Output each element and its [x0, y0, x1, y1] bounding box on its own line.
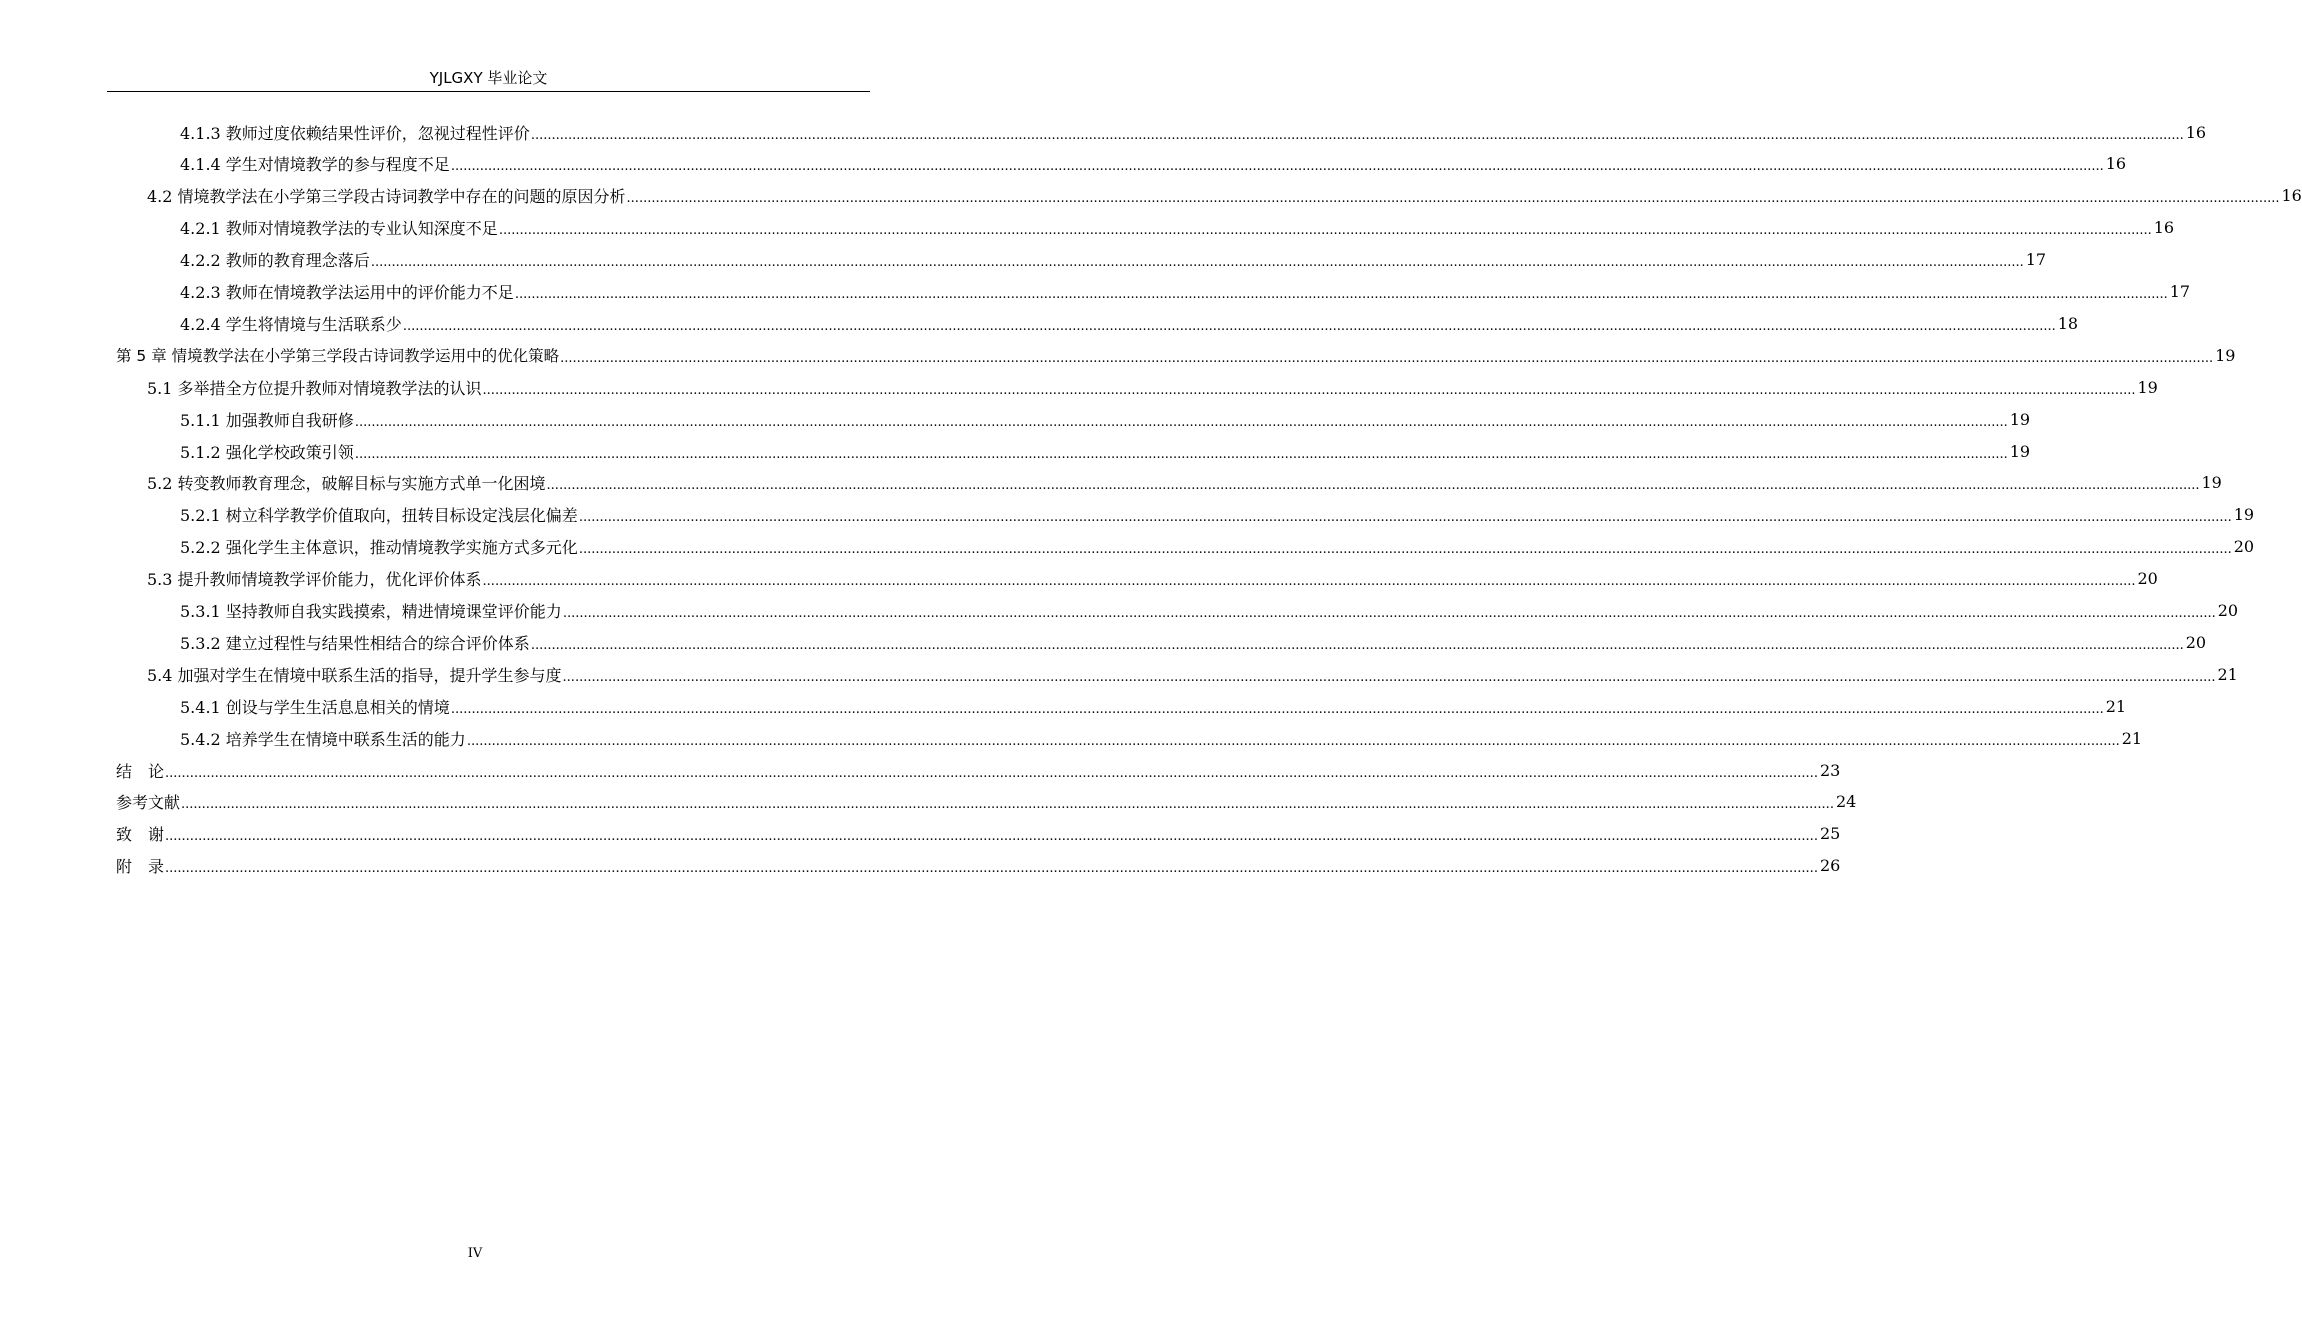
- toc-entry-page: 21: [2217, 664, 2238, 684]
- toc-entry-title: 4.2.1 教师对情境教学法的专业认知深度不足: [180, 219, 498, 239]
- toc-entry-title: 5.3 提升教师情境教学评价能力，优化评价体系: [147, 570, 482, 590]
- toc-entry[interactable]: [180, 532, 2255, 562]
- toc-entry[interactable]: [116, 851, 1841, 881]
- toc-entry-title: 5.1.1 加强教师自我研修: [180, 410, 354, 430]
- toc-entry[interactable]: [180, 723, 2143, 753]
- toc-entry[interactable]: [116, 819, 1841, 849]
- toc-entry[interactable]: [180, 245, 2047, 275]
- toc-entry-page: 20: [2185, 632, 2207, 652]
- toc-entry-page: 23: [1819, 760, 1841, 780]
- toc-entry-title: 4.1.4 学生对情境教学的参与程度不足: [180, 155, 450, 175]
- dot-leader: ................................................................................................................................................................................................................................................................................................................................................................................................................: [482, 574, 2136, 590]
- toc-entry-title: 5.1 多举措全方位提升教师对情境教学法的认识: [147, 378, 482, 398]
- toc-entry-page: 20: [2137, 569, 2158, 589]
- toc-entry[interactable]: [147, 659, 2238, 689]
- dot-leader: ................................................................................................................................................................................................................................................................................................................................................................................................................: [402, 318, 2056, 334]
- toc-entry-page: 24: [1835, 792, 1857, 812]
- toc-entry-title: 参考文献: [116, 793, 181, 813]
- toc-entry-page: 16: [2153, 218, 2175, 238]
- toc-entry-title: 结 论: [116, 761, 165, 781]
- toc-entry[interactable]: [147, 181, 2302, 211]
- dot-leader: ................................................................................................................................................................................................................................................................................................................................................................................................................: [514, 287, 2168, 302]
- toc-entry-title: 5.3.2 建立过程性与结果性相结合的综合评价体系: [180, 633, 530, 653]
- toc-entry-page: 19: [2137, 377, 2158, 397]
- dot-leader: ................................................................................................................................................................................................................................................................................................................................................................................................................: [165, 765, 1818, 781]
- toc-entry-title: 5.2 转变教师教育理念，破解目标与实施方式单一化困境: [147, 474, 546, 494]
- toc-entry[interactable]: [180, 691, 2127, 721]
- toc-entry-title: 4.2.3 教师在情境教学法运用中的评价能力不足: [180, 283, 514, 302]
- toc-entry-title: 5.4.2 培养学生在情境中联系生活的能力: [180, 729, 466, 749]
- toc-entry-page: 18: [2057, 313, 2079, 333]
- dot-leader: ................................................................................................................................................................................................................................................................................................................................................................................................................: [354, 414, 2008, 430]
- toc-entry-page: 25: [1819, 824, 1841, 844]
- dot-leader: ................................................................................................................................................................................................................................................................................................................................................................................................................: [530, 637, 2184, 653]
- dot-leader: ................................................................................................................................................................................................................................................................................................................................................................................................................: [562, 606, 2216, 621]
- toc-entry-page: 16: [2185, 122, 2207, 142]
- toc-entry-title: 5.1.2 强化学校政策引领: [180, 442, 354, 462]
- toc-entry[interactable]: [147, 564, 2158, 594]
- toc-entry-title: 4.2 情境教学法在小学第三学段古诗词教学中存在的问题的原因分析: [147, 187, 626, 207]
- dot-leader: ................................................................................................................................................................................................................................................................................................................................................................................................................: [482, 382, 2136, 398]
- toc-entry[interactable]: [116, 755, 1841, 785]
- dot-leader: ................................................................................................................................................................................................................................................................................................................................................................................................................: [354, 446, 2008, 462]
- toc-entry-title: 5.2.1 树立科学教学价值取向，扭转目标设定浅层化偏差: [180, 506, 578, 526]
- toc-entry-title: 4.2.2 教师的教育理念落后: [180, 251, 370, 271]
- dot-leader: ................................................................................................................................................................................................................................................................................................................................................................................................................: [578, 510, 2232, 526]
- toc-entry-title: 4.1.3 教师过度依赖结果性评价，忽视过程性评价: [180, 123, 530, 143]
- toc-entry[interactable]: [180, 404, 2031, 434]
- toc-entry[interactable]: [180, 596, 2239, 626]
- toc-entry-page: 21: [2105, 696, 2127, 716]
- toc-entry-title: 4.2.4 学生将情境与生活联系少: [180, 314, 402, 334]
- toc-entry[interactable]: [116, 340, 2236, 370]
- toc-entry-page: 19: [2009, 441, 2031, 461]
- toc-entry-title: 第 5 章 情境教学法在小学第三学段古诗词教学运用中的优化策略: [116, 347, 560, 366]
- toc-entry-page: 17: [2025, 250, 2047, 270]
- toc-entry[interactable]: [180, 117, 2207, 147]
- toc-entry-page: 19: [2201, 473, 2222, 493]
- toc-entry[interactable]: [180, 627, 2207, 657]
- dot-leader: ................................................................................................................................................................................................................................................................................................................................................................................................................: [546, 478, 2200, 494]
- toc-entry-title: 致 谢: [116, 825, 165, 845]
- dot-leader: ................................................................................................................................................................................................................................................................................................................................................................................................................: [530, 127, 2184, 143]
- toc-entry-page: 21: [2121, 728, 2143, 748]
- toc-entry[interactable]: [180, 500, 2255, 530]
- dot-leader: ................................................................................................................................................................................................................................................................................................................................................................................................................: [626, 191, 2280, 207]
- toc-entry-page: 19: [2009, 409, 2031, 429]
- dot-leader: ................................................................................................................................................................................................................................................................................................................................................................................................................: [450, 159, 2104, 175]
- toc-entry-page: 20: [2217, 601, 2239, 620]
- toc-entry[interactable]: [180, 308, 2079, 338]
- toc-entry-page: 26: [1819, 856, 1841, 876]
- toc-entry[interactable]: [180, 436, 2031, 466]
- dot-leader: ................................................................................................................................................................................................................................................................................................................................................................................................................: [165, 829, 1818, 845]
- toc-entry-title: 5.4.1 创设与学生生活息息相关的情境: [180, 697, 450, 717]
- dot-leader: ................................................................................................................................................................................................................................................................................................................................................................................................................: [498, 223, 2152, 239]
- toc-entry-page: 19: [2233, 505, 2255, 525]
- toc-entry-page: 20: [2233, 537, 2255, 557]
- dot-leader: ................................................................................................................................................................................................................................................................................................................................................................................................................: [466, 733, 2120, 749]
- toc-entry[interactable]: [147, 372, 2158, 402]
- dot-leader: ................................................................................................................................................................................................................................................................................................................................................................................................................: [562, 669, 2216, 685]
- toc-entry[interactable]: [180, 213, 2175, 243]
- toc-entry-title: 附 录: [116, 857, 165, 877]
- toc-entry[interactable]: [180, 277, 2191, 307]
- dot-leader: ................................................................................................................................................................................................................................................................................................................................................................................................................: [370, 255, 2024, 271]
- toc-entry-title: 5.3.1 坚持教师自我实践摸索，精进情境课堂评价能力: [180, 602, 562, 621]
- toc-entry-page: 19: [2215, 345, 2236, 365]
- dot-leader: ................................................................................................................................................................................................................................................................................................................................................................................................................: [181, 797, 1834, 813]
- toc-entry[interactable]: [180, 149, 2127, 179]
- dot-leader: ................................................................................................................................................................................................................................................................................................................................................................................................................: [165, 861, 1818, 877]
- dot-leader: ................................................................................................................................................................................................................................................................................................................................................................................................................: [450, 701, 2104, 717]
- toc-entry[interactable]: [116, 787, 1857, 817]
- toc-entry-page: 17: [2169, 282, 2191, 301]
- toc-entry-page: 16: [2105, 154, 2127, 174]
- toc-entry-title: 5.2.2 强化学生主体意识，推动情境教学实施方式多元化: [180, 538, 578, 558]
- toc-entry-title: 5.4 加强对学生在情境中联系生活的指导，提升学生参与度: [147, 665, 562, 685]
- toc-entry[interactable]: [147, 468, 2222, 498]
- header-rule: [107, 91, 870, 92]
- page-header: YJLGXY 毕业论文: [429, 69, 548, 87]
- dot-leader: ................................................................................................................................................................................................................................................................................................................................................................................................................: [560, 350, 2214, 366]
- dot-leader: ................................................................................................................................................................................................................................................................................................................................................................................................................: [578, 542, 2232, 558]
- page-number: IV: [467, 1246, 483, 1261]
- toc-entry-page: 16: [2281, 186, 2302, 206]
